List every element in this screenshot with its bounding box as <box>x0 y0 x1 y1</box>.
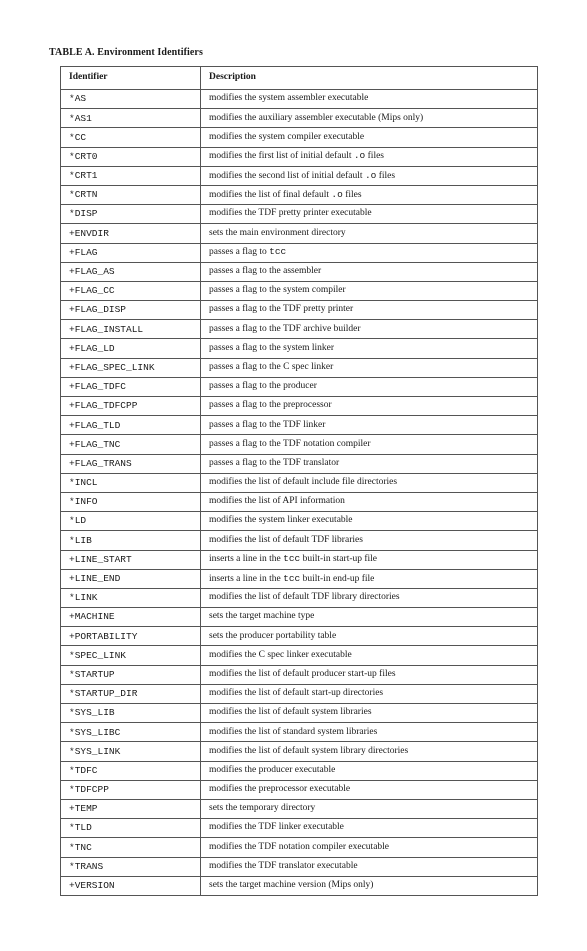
description-cell <box>201 128 538 147</box>
description-cell <box>201 723 538 742</box>
description-cell <box>201 281 538 300</box>
description-text-segment: built-in end-up file <box>300 573 375 584</box>
table-row <box>61 608 538 627</box>
table-row <box>61 185 538 204</box>
description-text-segment: modifies the list of default include file directories <box>209 477 398 488</box>
description-text-segment: modifies the list of final default <box>209 189 332 200</box>
identifier-cell: +ENVDIR <box>61 224 201 243</box>
identifier-cell: *TRANS <box>61 857 201 876</box>
identifier-cell: +MACHINE <box>61 608 201 627</box>
table-row <box>61 646 538 665</box>
table-row <box>61 704 538 723</box>
description-text-segment: passes a flag to the assembler <box>209 266 322 277</box>
description-cell <box>201 397 538 416</box>
table-row <box>61 838 538 857</box>
description-text-segment: inserts a line in the <box>209 573 284 584</box>
description-text-segment: modifies the list of default system libraries <box>209 707 372 718</box>
identifier-cell: +FLAG_LD <box>61 339 201 358</box>
table-row <box>61 780 538 799</box>
table-row <box>61 799 538 818</box>
table-row <box>61 550 538 569</box>
description-text-segment: modifies the second list of initial default <box>209 170 365 181</box>
table-header-row <box>61 67 538 90</box>
description-text-segment: sets the target machine version (Mips only) <box>209 880 374 891</box>
table-row <box>61 377 538 396</box>
description-text-segment: files <box>342 189 362 200</box>
description-code-segment: .o <box>331 188 343 200</box>
table-row <box>61 742 538 761</box>
table-row <box>61 473 538 492</box>
description-text-segment: modifies the TDF pretty printer executable <box>209 208 372 219</box>
description-text-segment: modifies the auxiliary assembler executable (Mips only) <box>209 112 424 123</box>
description-cell <box>201 742 538 761</box>
description-cell <box>201 665 538 684</box>
description-cell <box>201 550 538 569</box>
description-cell <box>201 224 538 243</box>
description-text-segment: passes a flag to the TDF linker <box>209 419 326 430</box>
table-row <box>61 128 538 147</box>
description-text-segment: modifies the list of default producer start-up files <box>209 668 396 679</box>
description-text-segment: passes a flag to the system compiler <box>209 285 346 296</box>
identifier-cell: +FLAG_TNC <box>61 435 201 454</box>
table-row <box>61 588 538 607</box>
table-row <box>61 416 538 435</box>
identifier-cell: *INFO <box>61 492 201 511</box>
description-text-segment: passes a flag to the TDF pretty printer <box>209 304 354 315</box>
identifier-cell: *LIB <box>61 531 201 550</box>
table-row <box>61 819 538 838</box>
column-header-description: Description <box>201 67 538 90</box>
table-row <box>61 320 538 339</box>
identifier-cell: *CRT0 <box>61 147 201 166</box>
identifier-cell: +FLAG_TDFC <box>61 377 201 396</box>
description-cell <box>201 147 538 166</box>
identifier-cell: +FLAG <box>61 243 201 262</box>
identifier-cell: +FLAG_SPEC_LINK <box>61 358 201 377</box>
identifier-cell: *SYS_LINK <box>61 742 201 761</box>
description-cell <box>201 185 538 204</box>
description-text-segment: modifies the list of standard system libraries <box>209 726 378 737</box>
identifier-cell: *LINK <box>61 588 201 607</box>
description-cell <box>201 857 538 876</box>
identifier-cell: *TDFC <box>61 761 201 780</box>
description-text-segment: inserts a line in the <box>209 554 284 565</box>
description-text-segment: modifies the system assembler executable <box>209 93 369 104</box>
description-cell <box>201 569 538 588</box>
description-cell <box>201 243 538 262</box>
table-row <box>61 205 538 224</box>
description-text-segment: built-in start-up file <box>300 554 378 565</box>
identifier-cell: +FLAG_INSTALL <box>61 320 201 339</box>
description-text-segment: passes a flag to the TDF archive builder <box>209 323 361 334</box>
description-cell <box>201 435 538 454</box>
identifier-cell: +FLAG_DISP <box>61 301 201 320</box>
table-row <box>61 492 538 511</box>
description-cell <box>201 205 538 224</box>
description-cell <box>201 608 538 627</box>
identifier-cell: +FLAG_TDFCPP <box>61 397 201 416</box>
table-row <box>61 243 538 262</box>
description-text-segment: passes a flag to the preprocessor <box>209 400 332 411</box>
identifier-cell: *CRTN <box>61 185 201 204</box>
table-row <box>61 224 538 243</box>
table-row <box>61 90 538 109</box>
table-row <box>61 857 538 876</box>
table-row <box>61 569 538 588</box>
description-text-segment: modifies the list of default TDF library directories <box>209 592 400 603</box>
description-text-segment: passes a flag to the C spec linker <box>209 361 334 372</box>
identifier-cell: +FLAG_AS <box>61 262 201 281</box>
description-text-segment: passes a flag to the producer <box>209 381 317 392</box>
description-cell <box>201 627 538 646</box>
table-row <box>61 876 538 895</box>
description-text-segment: modifies the system compiler executable <box>209 131 365 142</box>
description-text-segment: modifies the list of default start-up directories <box>209 688 384 699</box>
identifier-cell: +VERSION <box>61 876 201 895</box>
description-text-segment: sets the main environment directory <box>209 227 346 238</box>
description-text-segment: modifies the list of default TDF libraries <box>209 534 363 545</box>
identifier-cell: *INCL <box>61 473 201 492</box>
description-text-segment: sets the producer portability table <box>209 630 337 641</box>
table-row <box>61 301 538 320</box>
description-text-segment: modifies the first list of initial default <box>209 151 354 162</box>
identifier-cell: *DISP <box>61 205 201 224</box>
description-text-segment: passes a flag to <box>209 247 270 258</box>
description-cell <box>201 819 538 838</box>
description-text-segment: files <box>376 170 396 181</box>
table-row <box>61 339 538 358</box>
identifier-cell: +TEMP <box>61 799 201 818</box>
identifier-cell: *SYS_LIBC <box>61 723 201 742</box>
description-cell <box>201 109 538 128</box>
description-cell <box>201 531 538 550</box>
column-header-identifier: Identifier <box>61 67 201 90</box>
identifier-cell: *TNC <box>61 838 201 857</box>
description-text-segment: modifies the list of API information <box>209 496 345 507</box>
identifier-cell: *LD <box>61 512 201 531</box>
table-caption: TABLE A. Environment Identifiers <box>49 47 203 58</box>
identifier-cell: *CC <box>61 128 201 147</box>
identifier-cell: *TLD <box>61 819 201 838</box>
identifier-cell: *AS <box>61 90 201 109</box>
description-cell <box>201 320 538 339</box>
description-cell <box>201 512 538 531</box>
identifier-cell: *STARTUP_DIR <box>61 684 201 703</box>
identifier-cell: +FLAG_TLD <box>61 416 201 435</box>
description-text-segment: files <box>365 151 384 162</box>
description-cell <box>201 799 538 818</box>
description-cell <box>201 588 538 607</box>
table-row <box>61 512 538 531</box>
description-text-segment: modifies the system linker executable <box>209 515 353 526</box>
description-text-segment: modifies the preprocessor executable <box>209 784 351 795</box>
description-text-segment: passes a flag to the TDF notation compiler <box>209 438 371 449</box>
description-cell <box>201 780 538 799</box>
description-cell <box>201 416 538 435</box>
table-row <box>61 262 538 281</box>
description-cell <box>201 377 538 396</box>
table-row <box>61 397 538 416</box>
description-code-segment: tcc <box>283 553 301 565</box>
description-cell <box>201 339 538 358</box>
table-row <box>61 166 538 185</box>
table-body <box>61 90 538 896</box>
description-text-segment: modifies the TDF translator executable <box>209 860 358 871</box>
identifier-cell: +LINE_START <box>61 550 201 569</box>
description-code-segment: tcc <box>283 572 301 584</box>
description-cell <box>201 473 538 492</box>
description-cell <box>201 262 538 281</box>
table-row <box>61 454 538 473</box>
description-text-segment: sets the temporary directory <box>209 803 316 814</box>
table-row <box>61 684 538 703</box>
description-cell <box>201 492 538 511</box>
description-text-segment: sets the target machine type <box>209 611 315 622</box>
description-cell <box>201 876 538 895</box>
description-cell <box>201 761 538 780</box>
identifier-cell: +FLAG_TRANS <box>61 454 201 473</box>
table-row <box>61 665 538 684</box>
table-row <box>61 531 538 550</box>
identifier-cell: *TDFCPP <box>61 780 201 799</box>
table-row <box>61 435 538 454</box>
description-text-segment: modifies the C spec linker executable <box>209 649 352 660</box>
table-row <box>61 723 538 742</box>
description-code-segment: tcc <box>269 246 287 258</box>
identifier-cell: *AS1 <box>61 109 201 128</box>
description-code-segment: .o <box>364 169 377 181</box>
identifier-cell: *CRT1 <box>61 166 201 185</box>
description-cell <box>201 454 538 473</box>
table-row <box>61 761 538 780</box>
identifier-cell: *SPEC_LINK <box>61 646 201 665</box>
description-cell <box>201 704 538 723</box>
description-cell <box>201 646 538 665</box>
identifier-cell: +LINE_END <box>61 569 201 588</box>
table-row <box>61 627 538 646</box>
description-text-segment: passes a flag to the TDF translator <box>209 457 340 468</box>
table-row <box>61 109 538 128</box>
table-row <box>61 358 538 377</box>
environment-identifiers-table <box>60 66 538 896</box>
table-row <box>61 147 538 166</box>
description-cell <box>201 838 538 857</box>
table-row <box>61 281 538 300</box>
identifier-cell: *SYS_LIB <box>61 704 201 723</box>
description-text-segment: modifies the list of default system library directories <box>209 745 409 756</box>
description-text-segment: modifies the TDF notation compiler executable <box>209 841 390 852</box>
description-cell <box>201 166 538 185</box>
description-cell <box>201 358 538 377</box>
description-cell <box>201 301 538 320</box>
description-cell <box>201 90 538 109</box>
description-cell <box>201 684 538 703</box>
description-code-segment: .o <box>353 150 366 162</box>
identifier-cell: +FLAG_CC <box>61 281 201 300</box>
description-text-segment: modifies the producer executable <box>209 764 336 775</box>
description-text-segment: modifies the TDF linker executable <box>209 822 344 833</box>
description-text-segment: passes a flag to the system linker <box>209 342 335 353</box>
identifier-cell: +PORTABILITY <box>61 627 201 646</box>
identifier-cell: *STARTUP <box>61 665 201 684</box>
